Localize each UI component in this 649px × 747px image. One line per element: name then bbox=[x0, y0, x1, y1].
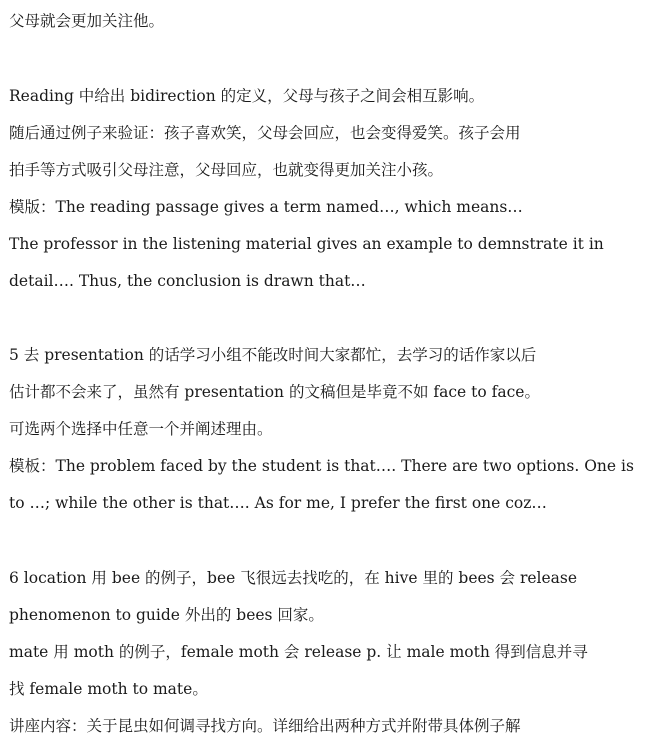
text-line: 5 去 presentation 的话学习小组不能改时间大家都忙，去学习的话作家以后 bbox=[9, 346, 537, 364]
text-line: 父母就会更加关注他。 bbox=[9, 12, 165, 30]
text-line: to …; while the other is that…. As for me, I prefer the first one coz… bbox=[9, 494, 547, 512]
text-line: 找 female moth to mate。 bbox=[9, 680, 208, 698]
text-line: 模板：The problem faced by the student is that…. There are two options. One is bbox=[9, 457, 634, 475]
text-line: Reading 中给出 bidirection 的定义，父母与孩子之间会相互影响。 bbox=[9, 87, 485, 105]
text-line: 拍手等方式吸引父母注意，父母回应，也就变得更加关注小孩。 bbox=[9, 161, 444, 179]
text-line: The professor in the listening material gives an example to demnstrate it in bbox=[9, 235, 604, 253]
text-line: mate 用 moth 的例子，female moth 会 release p. 让 male moth 得到信息并寻 bbox=[9, 643, 588, 661]
text-line: detail…. Thus, the conclusion is drawn that… bbox=[9, 272, 366, 290]
text-line: 估计都不会来了，虽然有 presentation 的文稿但是毕竟不如 face to face。 bbox=[9, 383, 540, 401]
text-line: 模版：The reading passage gives a term named…, which means… bbox=[9, 198, 523, 216]
text-line: 随后通过例子来验证：孩子喜欢笑，父母会回应，也会变得爱笑。孩子会用 bbox=[9, 124, 521, 142]
text-line: 6 location 用 bee 的例子，bee 飞很远去找吃的，在 hive 里的 bees 会 release bbox=[9, 569, 578, 587]
text-line: phenomenon to guide 外出的 bees 回家。 bbox=[9, 606, 324, 624]
text-line: 可选两个选择中任意一个并阐述理由。 bbox=[9, 420, 273, 438]
text-line: 讲座内容：关于昆虫如何调寻找方向。详细给出两种方式并附带具体例子解 bbox=[9, 717, 521, 735]
